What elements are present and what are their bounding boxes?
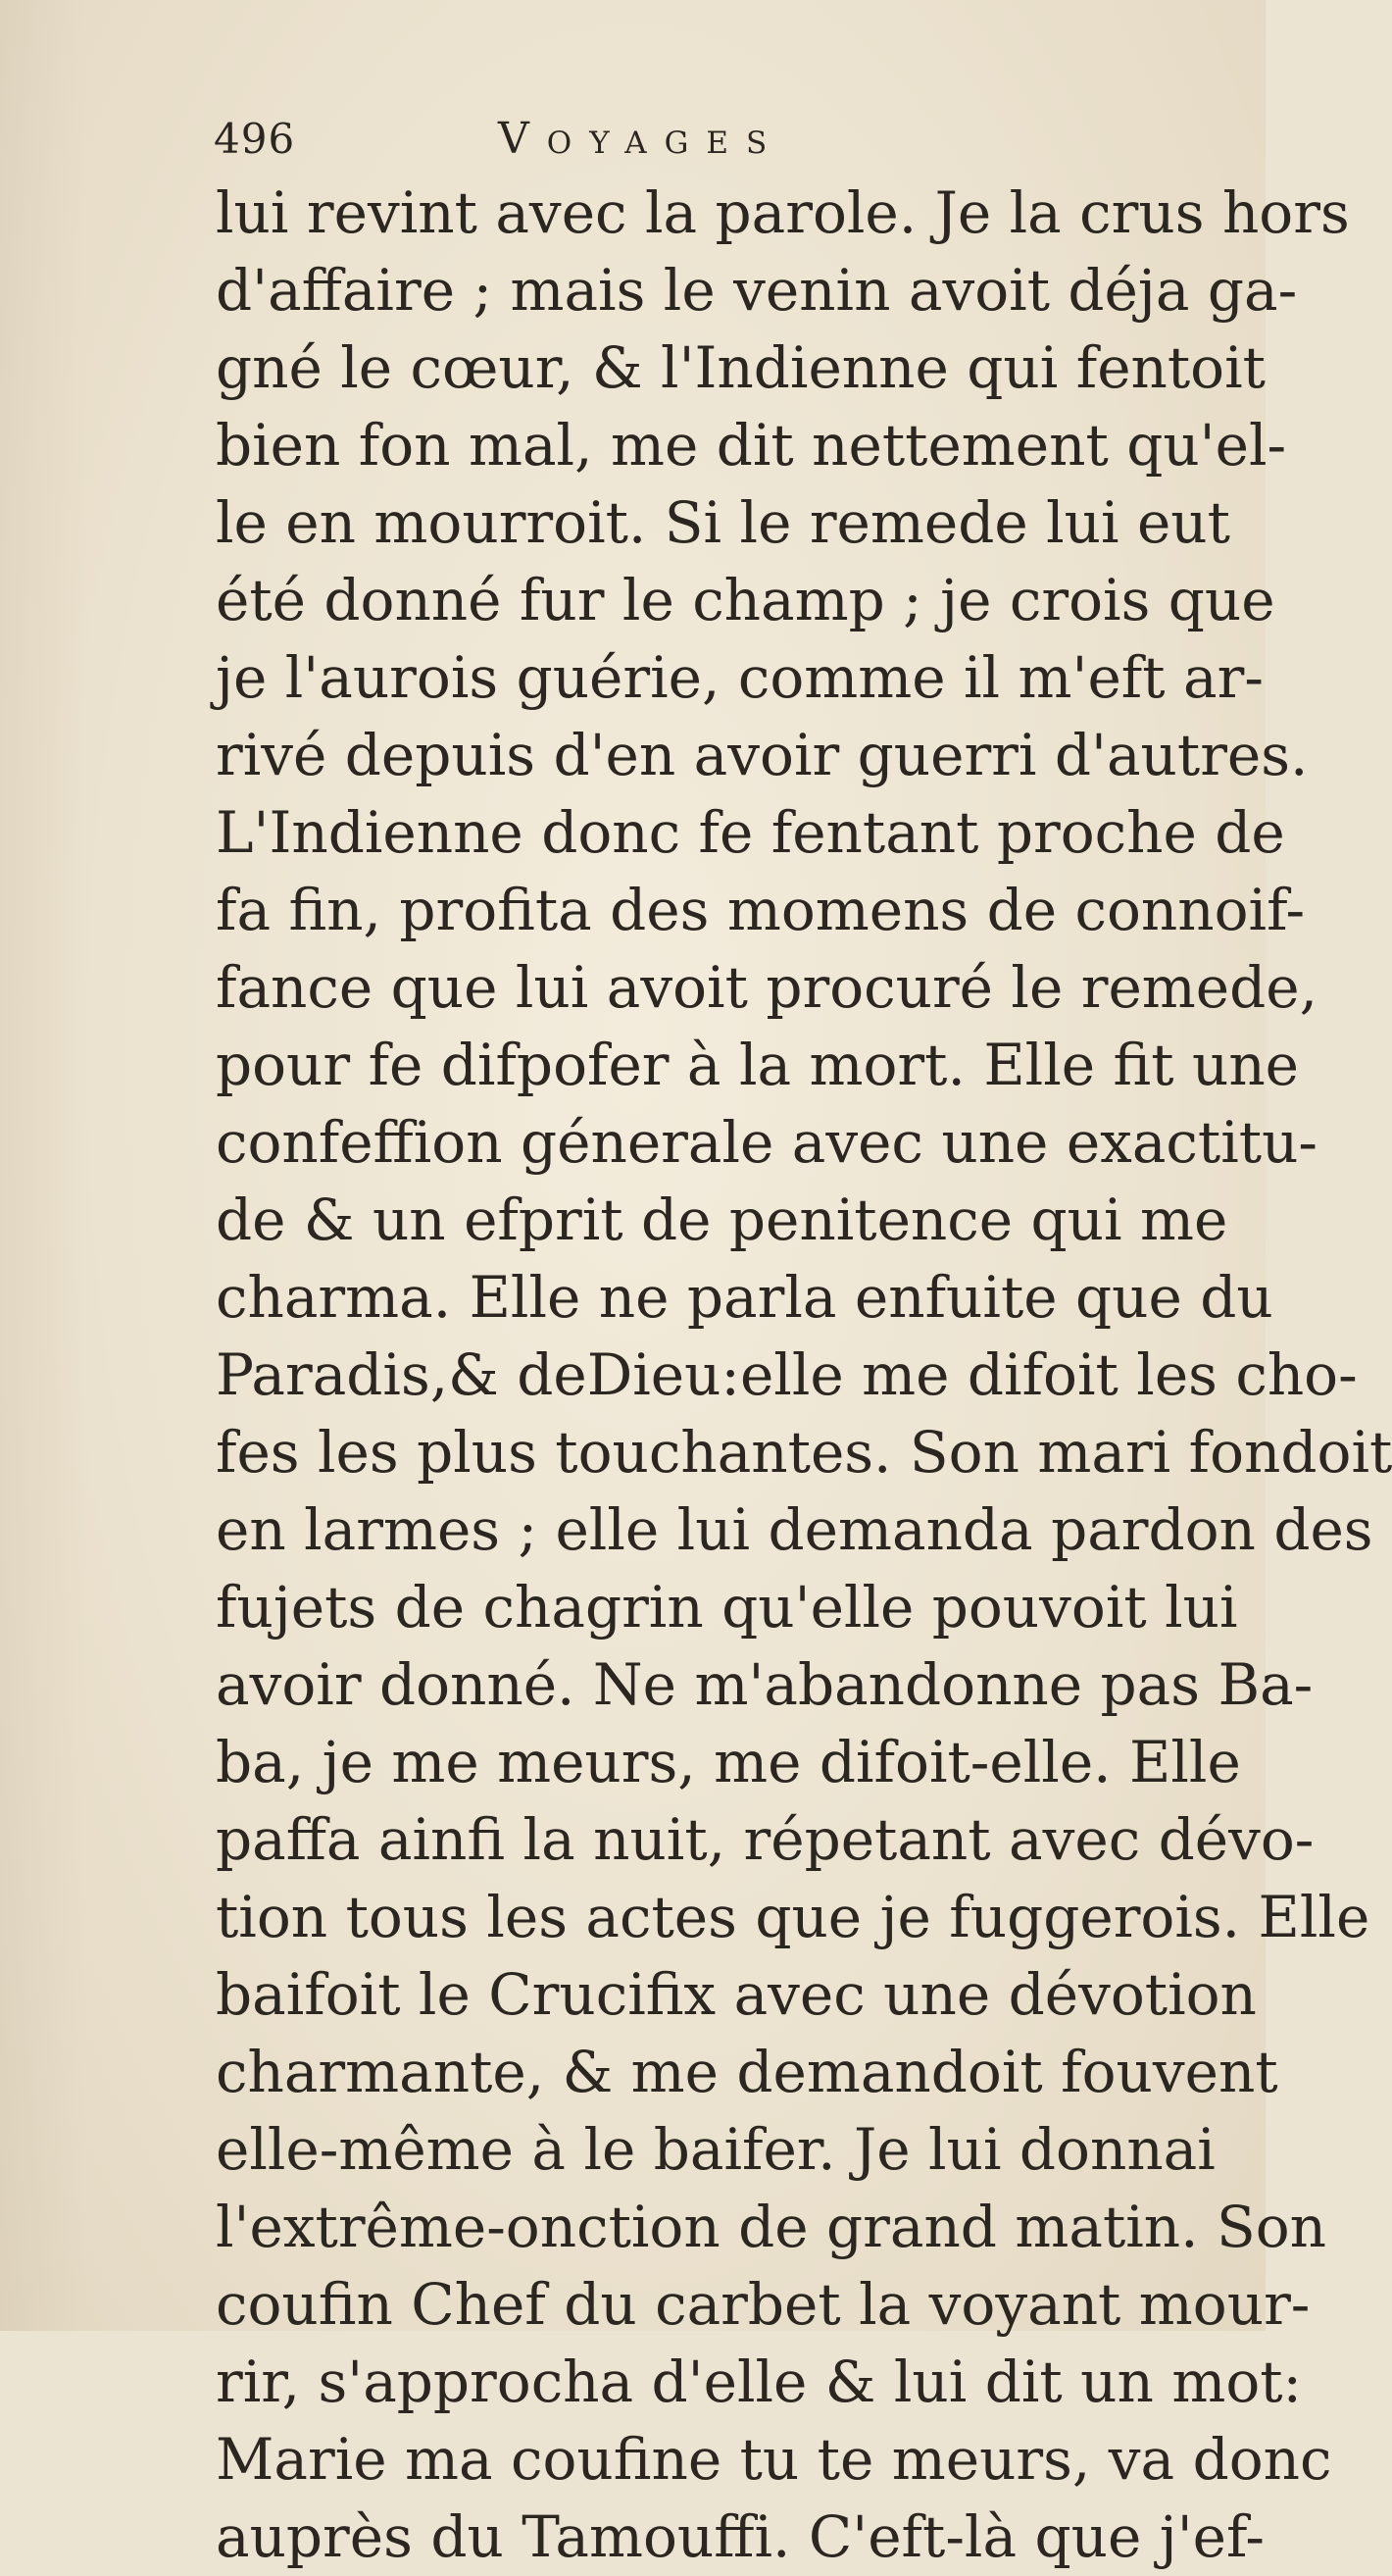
text-line: Marie ma coufine tu te meurs, va donc: [216, 2426, 1332, 2493]
text-line: en larmes ; elle lui demanda pardon des: [216, 1496, 1373, 1563]
text-line: gné le cœur, & l'Indienne qui fentoit: [216, 334, 1266, 401]
text-line: rivé depuis d'en avoir guerri d'autres.: [216, 722, 1309, 788]
text-line: auprès du Tamouffi. C'eft-là que j'ef-: [216, 2503, 1265, 2570]
page-header: [214, 110, 1174, 169]
page-number: 496: [214, 115, 296, 163]
text-line: rir, s'approcha d'elle & lui dit un mot:: [216, 2349, 1303, 2415]
text-line: lui revint avec la parole. Je la crus hors: [216, 179, 1350, 246]
text-line: baifoit le Crucifix avec une dévotion: [216, 1961, 1257, 2028]
text-line: tion tous les actes que je fuggerois. Elle: [216, 1884, 1370, 1950]
text-line: avoir donné. Ne m'abandonne pas Ba-: [216, 1651, 1314, 1718]
text-line: le en mourroit. Si le remede lui eut: [216, 489, 1230, 556]
text-line: paffa ainfi la nuit, répetant avec dévo-: [216, 1806, 1315, 1873]
text-line: je l'aurois guérie, comme il m'eft ar-: [216, 644, 1264, 711]
text-line: ba, je me meurs, me difoit-elle. Elle: [216, 1729, 1241, 1795]
text-line: bien fon mal, me dit nettement qu'el-: [216, 412, 1287, 479]
text-line: fes les plus touchantes. Son mari fondoit: [216, 1419, 1392, 1486]
body-text: [216, 175, 1392, 2576]
text-line: fance que lui avoit procuré le remede,: [216, 954, 1318, 1021]
text-line: coufin Chef du carbet la voyant mour-: [216, 2271, 1311, 2338]
text-line: fa fin, profita des momens de connoif-: [216, 877, 1306, 943]
text-line: charma. Elle ne parla enfuite que du: [216, 1264, 1273, 1331]
text-line: elle-même à le baifer. Je lui donnai: [216, 2116, 1216, 2183]
text-line: d'affaire ; mais le venin avoit déja ga-: [216, 257, 1298, 324]
text-line: L'Indienne donc fe fentant proche de: [216, 799, 1285, 866]
text-line: confeffion génerale avec une exactitu-: [216, 1109, 1318, 1176]
text-line: charmante, & me demandoit fouvent: [216, 2039, 1278, 2105]
page-gutter-shadow: [0, 0, 88, 2331]
running-head: Voyages: [498, 114, 785, 164]
text-line: de & un efprit de penitence qui me: [216, 1187, 1228, 1253]
text-line: Paradis,& deDieu:elle me difoit les cho-: [216, 1341, 1358, 1408]
text-line: fujets de chagrin qu'elle pouvoit lui: [216, 1574, 1238, 1641]
text-line: l'extrême-onction de grand matin. Son: [216, 2194, 1327, 2260]
text-line: pour fe difpofer à la mort. Elle fit une: [216, 1032, 1300, 1098]
text-line: été donné fur le champ ; je crois que: [216, 567, 1275, 633]
